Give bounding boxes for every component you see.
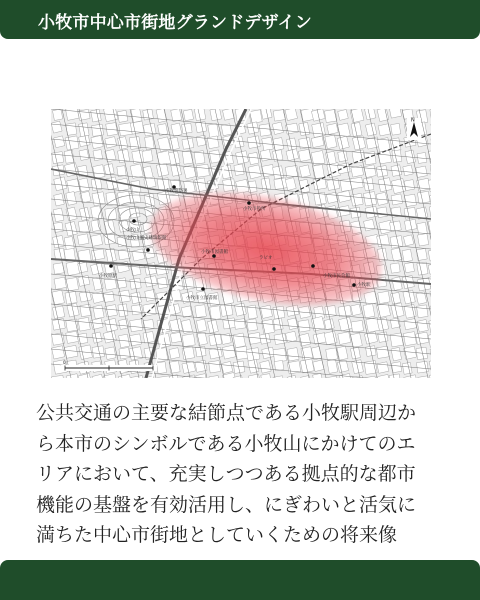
description-line: ら本市のシンボルである小牧山にかけてのエ — [36, 432, 416, 455]
city-block — [390, 263, 400, 273]
city-block — [259, 124, 270, 137]
city-block — [404, 262, 414, 272]
city-block — [79, 149, 89, 160]
city-block — [417, 191, 430, 203]
city-block — [77, 234, 89, 245]
city-block — [313, 165, 325, 179]
city-block — [143, 123, 156, 136]
city-block — [416, 248, 427, 260]
city-block — [181, 306, 192, 318]
city-block — [156, 163, 168, 176]
city-block — [143, 331, 154, 343]
city-block — [377, 362, 389, 374]
city-block — [157, 277, 167, 288]
city-block — [364, 219, 375, 231]
city-block — [324, 319, 334, 330]
city-block — [325, 109, 337, 122]
city-block — [66, 331, 79, 343]
landmark-marker — [352, 283, 356, 287]
city-block — [273, 166, 284, 179]
city-block — [117, 191, 130, 205]
city-block — [209, 150, 220, 163]
city-block — [402, 249, 412, 262]
city-block — [287, 348, 299, 362]
city-block — [65, 345, 78, 358]
city-block — [236, 346, 249, 359]
city-block — [350, 207, 360, 218]
city-block — [195, 305, 206, 318]
city-block — [182, 347, 194, 360]
city-block — [53, 109, 63, 120]
city-block — [129, 137, 140, 150]
city-block — [402, 362, 412, 374]
landmark-label: 小牧市民会館 — [323, 274, 350, 279]
city-block — [338, 305, 351, 316]
city-block — [182, 334, 195, 347]
landmark-label: 小牧市役所 — [243, 207, 266, 212]
city-block — [65, 136, 79, 150]
city-block — [351, 193, 364, 206]
landmark-marker — [132, 219, 136, 223]
north-label: N — [411, 117, 415, 124]
city-block — [378, 150, 391, 164]
city-block — [119, 319, 130, 330]
city-block — [195, 178, 207, 192]
city-block — [131, 292, 142, 304]
city-block — [246, 348, 260, 361]
landmark-label: 小牧山城史跡情報館 — [126, 236, 167, 241]
landmark-label: 小牧原駅 — [99, 274, 117, 279]
city-block — [207, 136, 219, 149]
city-block — [391, 194, 403, 205]
city-block — [298, 320, 310, 332]
city-block — [129, 347, 142, 360]
city-block — [391, 362, 401, 373]
city-block — [274, 333, 286, 344]
city-block — [364, 361, 377, 375]
landmark-marker — [146, 248, 150, 252]
city-block — [105, 305, 118, 317]
city-block — [144, 193, 155, 206]
city-block — [377, 207, 388, 218]
city-block — [182, 150, 193, 164]
city-block — [183, 109, 193, 120]
city-block — [338, 151, 348, 162]
city-block — [77, 333, 88, 344]
city-block — [78, 220, 90, 232]
city-block — [79, 135, 91, 146]
city-block — [327, 123, 338, 134]
grand-design-description — [36, 398, 461, 551]
city-block — [208, 124, 219, 138]
city-block — [209, 361, 221, 373]
city-block — [169, 348, 180, 359]
city-block — [91, 234, 103, 246]
landmark-marker — [109, 264, 113, 268]
city-block — [93, 150, 103, 161]
city-block — [66, 261, 80, 275]
city-block — [404, 180, 415, 191]
city-block — [299, 149, 311, 161]
city-block — [351, 304, 362, 315]
city-block — [91, 220, 101, 232]
description-line: 満ちた中心市街地としていくための将来像 — [36, 524, 398, 546]
city-block — [417, 305, 429, 318]
city-block — [418, 233, 429, 246]
city-center-map — [51, 109, 431, 378]
city-block — [378, 332, 388, 343]
city-block — [338, 109, 349, 120]
landmark-label: ラピオ — [259, 256, 273, 261]
city-block — [53, 306, 65, 319]
page-title: 小牧市中心市街地グランドデザイン — [38, 13, 313, 33]
city-block — [403, 332, 416, 346]
city-block — [222, 345, 236, 359]
city-block — [196, 164, 209, 177]
landmark-marker — [201, 287, 205, 291]
city-block — [210, 109, 222, 121]
landmark-marker — [311, 264, 315, 268]
city-block — [93, 165, 105, 179]
city-block — [130, 319, 143, 332]
city-block — [91, 109, 102, 122]
landmark-label: 小牧警察署 — [165, 189, 188, 194]
city-block — [403, 165, 413, 176]
city-block — [404, 319, 417, 330]
city-block — [234, 164, 244, 176]
north-arrow-icon — [407, 118, 421, 141]
city-block — [78, 262, 88, 273]
city-block — [157, 362, 167, 374]
city-block — [416, 166, 427, 177]
city-block — [54, 277, 67, 289]
city-block — [312, 123, 326, 138]
city-block — [210, 306, 221, 320]
city-block — [273, 306, 285, 319]
city-block — [351, 320, 363, 332]
city-block — [234, 319, 245, 330]
city-block — [363, 304, 375, 318]
city-block — [91, 135, 103, 148]
city-block — [311, 136, 324, 147]
city-block — [350, 177, 363, 189]
description-line: 機能の基盤を有効活用し、にぎわいと活気に — [36, 493, 417, 516]
footer-bar — [0, 560, 480, 600]
scale-label: 0 — [63, 360, 66, 365]
city-block — [142, 150, 153, 162]
city-block — [273, 318, 283, 330]
landmark-marker — [272, 267, 276, 271]
city-block — [247, 319, 258, 331]
landmark-label: 小牧市図書館 — [201, 250, 228, 255]
city-block — [233, 361, 245, 373]
city-block — [326, 192, 338, 203]
city-block — [417, 262, 428, 275]
city-block — [52, 152, 64, 164]
city-block — [130, 278, 141, 289]
city-block — [339, 317, 353, 331]
city-block — [338, 332, 351, 345]
landmark-label: 小牧駅 — [357, 283, 371, 288]
city-block — [105, 208, 117, 221]
city-block — [391, 123, 401, 135]
city-block — [78, 109, 90, 120]
city-block — [104, 164, 114, 175]
city-block — [326, 348, 338, 361]
city-block — [119, 123, 133, 136]
city-block — [131, 305, 142, 315]
description-line: リアにおいて、充実しつつある拠点的な都市 — [36, 463, 416, 485]
landmark-label: 小牧市立図書館 — [186, 296, 218, 301]
city-block — [248, 181, 258, 193]
city-block — [119, 347, 130, 359]
city-block — [274, 360, 284, 370]
city-block — [378, 291, 390, 303]
header-bar — [0, 0, 480, 39]
city-block — [182, 123, 193, 133]
city-block — [78, 317, 90, 331]
city-block — [52, 346, 65, 359]
description-line: 公共交通の主要な結節点である小牧駅周辺か — [36, 402, 417, 424]
city-block — [117, 110, 128, 122]
city-block — [105, 347, 116, 360]
landmark-label: 小牧山 — [126, 228, 140, 233]
landmark-marker — [247, 201, 251, 205]
